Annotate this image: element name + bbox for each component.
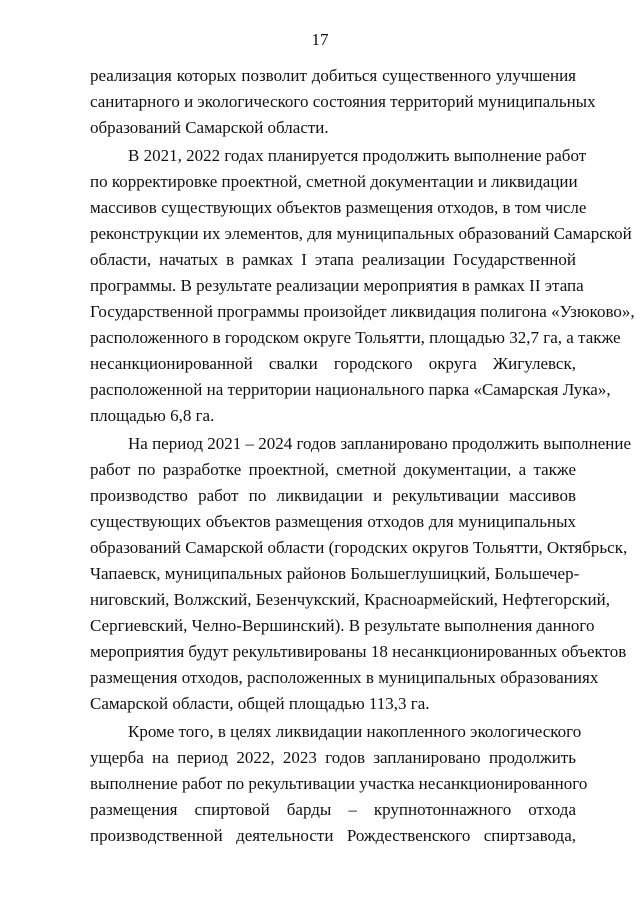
text-line: В 2021, 2022 годах планируется продолжить выполнение работ [128, 146, 587, 165]
text-line: площадью 6,8 га. [90, 406, 215, 425]
text-line: размещения спиртовой барды – крупнотоннажного отхода [90, 800, 576, 819]
text-line: области, начатых в рамках I этапа реализации Государственной [90, 250, 576, 269]
text-line: Чапаевск, муниципальных районов Большеглушицкий, Большечер- [90, 564, 580, 583]
text-line: расположенного в городском округе Тольятти, площадью 32,7 га, а также [90, 328, 621, 347]
text-line: существующих объектов размещения отходов для муниципальных [90, 512, 576, 531]
text-line: по корректировке проектной, сметной документации и ликвидации [90, 172, 578, 191]
text-line: реконструкции их элементов, для муниципальных образований Самарской [90, 224, 632, 243]
text-line: образований Самарской области. [90, 118, 329, 137]
text-line: работ по разработке проектной, сметной документации, а также [90, 460, 576, 479]
text-line: производственной деятельности Рождественского спиртзавода, [90, 826, 576, 845]
text-line: массивов существующих объектов размещения отходов, в том числе [90, 198, 587, 217]
text-line: Кроме того, в целях ликвидации накопленного экологического [128, 722, 582, 741]
text-line: санитарного и экологического состояния территорий муниципальных [90, 92, 596, 111]
text-line: размещения отходов, расположенных в муниципальных образованиях [90, 668, 599, 687]
text-line: производство работ по ликвидации и рекультивации массивов [90, 486, 576, 505]
page-number: 17 [311, 30, 329, 49]
text-line: программы. В результате реализации мероприятия в рамках II этапа [90, 276, 584, 295]
text-line: образований Самарской области (городских округов Тольятти, Октябрьск, [90, 538, 628, 557]
text-line: Самарской области, общей площадью 113,3 га. [90, 694, 430, 713]
text-line: ущерба на период 2022, 2023 годов запланировано продолжить [90, 748, 576, 767]
text-line: мероприятия будут рекультивированы 18 несанкционированных объектов [90, 642, 627, 661]
text-line: Сергиевский, Челно-Вершинский). В результате выполнения данного [90, 616, 595, 635]
text-line: реализация которых позволит добиться существенного улучшения [90, 66, 576, 85]
text-line: ниговский, Волжский, Безенчукский, Красноармейский, Нефтегорский, [90, 590, 611, 609]
text-line: Государственной программы произойдет ликвидация полигона «Узюково», [90, 302, 635, 321]
text-line: расположенной на территории национального парка «Самарская Лука», [90, 380, 611, 399]
text-line: выполнение работ по рекультивации участка несанкционированного [90, 774, 588, 793]
text-line: несанкционированной свалки городского округа Жигулевск, [90, 354, 576, 373]
text-line: На период 2021 – 2024 годов запланировано продолжить выполнение [128, 434, 631, 453]
